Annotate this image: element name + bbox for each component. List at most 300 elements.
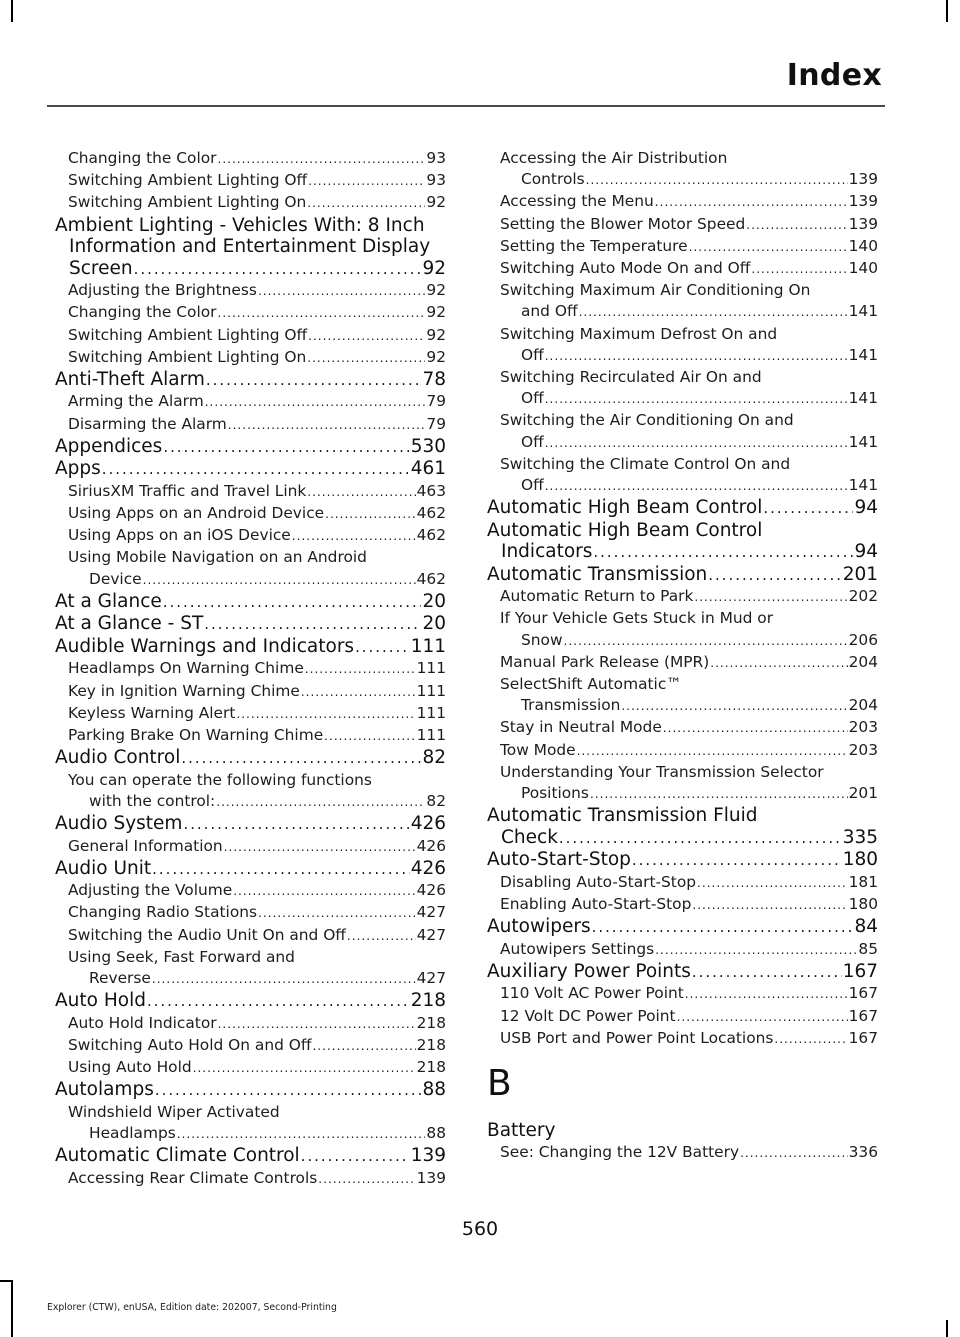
page-ref: 218 <box>416 1058 446 1077</box>
page-ref: 204 <box>848 652 878 671</box>
index-subentry <box>487 191 878 213</box>
page-ref: 167 <box>842 960 878 982</box>
index-entry <box>487 497 878 520</box>
page-ref: 427 <box>416 925 446 944</box>
entry-text: Parking Brake On Warning Chime <box>68 725 324 744</box>
entry-text: Automatic Return to Park <box>500 587 694 606</box>
index-subentry <box>55 791 446 813</box>
index-subentry-line: Windshield Wiper Activated <box>68 1102 280 1121</box>
dot-leader <box>147 991 410 1013</box>
page-ref: 94 <box>854 497 878 519</box>
index-entry <box>487 849 878 872</box>
index-subentry-line: Using Seek, Fast Forward and <box>68 947 295 966</box>
index-entry-line: Automatic High Beam Control <box>487 519 763 541</box>
index-subentry <box>55 925 446 947</box>
index-entry-line: Information and Entertainment Display <box>69 236 431 258</box>
entry-text: Appendices <box>55 435 163 457</box>
dot-leader <box>152 859 410 881</box>
entry-text: Tow Mode <box>500 740 576 759</box>
entry-text: Auto-Start-Stop <box>487 849 631 871</box>
index-entry <box>487 961 878 984</box>
page-ref: 427 <box>416 969 446 988</box>
entry-text: Arming the Alarm <box>68 392 204 411</box>
dot-leader <box>318 1169 415 1190</box>
dot-leader <box>206 370 422 392</box>
index-subentry <box>55 503 446 525</box>
index-subentry-line: SelectShift Automatic™ <box>500 675 682 694</box>
page-ref: 141 <box>848 432 878 451</box>
entry-text: Autolamps <box>55 1079 154 1101</box>
dot-leader <box>216 792 425 813</box>
index-subentry-line: Switching the Climate Control On and <box>500 454 791 473</box>
page-title: Index <box>786 58 882 93</box>
page-ref: 462 <box>416 504 446 523</box>
dot-leader <box>355 637 410 659</box>
index-entry-line: Automatic Transmission Fluid <box>487 805 758 827</box>
index-subentry <box>487 432 878 454</box>
dot-leader <box>217 149 425 170</box>
page-ref: 426 <box>410 857 446 879</box>
entry-text: 12 Volt DC Power Point <box>500 1006 676 1025</box>
dot-leader <box>559 828 842 850</box>
dot-leader <box>632 850 842 872</box>
page-ref: 111 <box>416 703 446 722</box>
index-subentry <box>55 325 446 347</box>
entry-text: Adjusting the Volume <box>68 881 233 900</box>
dot-leader <box>152 969 416 990</box>
dot-leader <box>545 389 848 410</box>
entry-text: Adjusting the Brightness <box>68 281 257 300</box>
index-entry <box>55 258 446 281</box>
dot-leader <box>347 926 416 947</box>
dot-leader <box>181 748 421 770</box>
entry-text: Disabling Auto-Start-Stop <box>500 872 697 891</box>
entry-text: Audio Control <box>55 747 181 769</box>
index-entry <box>55 1145 446 1168</box>
dot-leader <box>163 437 409 459</box>
page-ref: 94 <box>854 541 878 563</box>
index-subentry <box>55 1035 446 1057</box>
dot-leader <box>325 504 415 525</box>
dot-leader <box>292 526 416 547</box>
entry-text: 110 Volt AC Power Point <box>500 984 684 1003</box>
page-ref: 92 <box>422 257 446 279</box>
index-subentry <box>55 1123 446 1145</box>
page-ref: 202 <box>848 587 878 606</box>
index-subentry <box>487 983 878 1005</box>
index-subentry <box>487 939 878 961</box>
dot-leader <box>746 215 847 236</box>
entry-text: Headlamps <box>89 1124 176 1143</box>
entry-text: Using Apps on an Android Device <box>68 504 325 523</box>
page-ref: 167 <box>848 1006 878 1025</box>
dot-leader <box>177 1124 426 1145</box>
index-subentry <box>55 880 446 902</box>
entry-text: Changing the Color <box>68 303 217 322</box>
index-subentry <box>487 214 878 236</box>
dot-leader <box>233 881 415 902</box>
index-subentry <box>487 783 878 805</box>
entry-text: Controls <box>521 170 585 189</box>
page-ref: 92 <box>426 347 446 366</box>
entry-text: Off <box>521 476 544 495</box>
dot-leader <box>774 1029 847 1050</box>
index-subentry-line: Switching Recirculated Air On and <box>500 368 762 387</box>
entry-text: Switching Ambient Lighting On <box>68 193 307 212</box>
entry-text: Changing the Color <box>68 149 217 167</box>
entry-text: Auto Hold <box>55 990 146 1012</box>
page-ref: 88 <box>422 1079 446 1101</box>
index-subentry <box>487 717 878 739</box>
entry-text: SiriusXM Traffic and Travel Link <box>68 481 307 500</box>
index-entry <box>55 636 446 659</box>
index-heading: Battery <box>487 1120 556 1141</box>
index-entry <box>487 916 878 939</box>
page-ref: 88 <box>426 1124 446 1143</box>
dot-leader <box>258 281 425 302</box>
page-ref: 20 <box>422 613 446 635</box>
index-subentry <box>55 569 446 591</box>
entry-text: Off <box>521 432 544 451</box>
index-subentry <box>487 258 878 280</box>
entry-text: Switching Auto Hold On and Off <box>68 1035 312 1054</box>
index-subentry <box>55 681 446 703</box>
page-ref: 79 <box>426 392 446 411</box>
entry-text: Changing Radio Stations <box>68 903 258 922</box>
section-letter: B <box>487 1063 512 1104</box>
crop-mark-top-right <box>946 0 948 22</box>
page-ref: 139 <box>848 214 878 233</box>
dot-leader <box>763 498 853 520</box>
dot-leader <box>312 1036 415 1057</box>
index-entry <box>55 858 446 881</box>
page-ref: 84 <box>854 916 878 938</box>
dot-leader <box>301 682 416 703</box>
crop-mark-top-left <box>11 0 13 22</box>
index-subentry-line: If Your Vehicle Gets Stuck in Mud or <box>500 609 774 628</box>
index-subentry <box>487 740 878 762</box>
entry-text: Indicators <box>501 541 593 563</box>
index-subentry <box>487 345 878 367</box>
page-ref: 141 <box>848 345 878 364</box>
page-ref: 335 <box>842 826 878 848</box>
index-subentry <box>487 652 878 674</box>
index-subentry-line: Switching Maximum Defrost On and <box>500 324 778 343</box>
index-entry <box>487 541 878 564</box>
page-ref: 141 <box>848 302 878 321</box>
dot-leader <box>134 259 422 281</box>
entry-text: Disarming the Alarm <box>68 414 227 433</box>
entry-text: Off <box>521 345 544 364</box>
index-entry <box>55 1079 446 1102</box>
entry-text: Using Apps on an iOS Device <box>68 526 291 545</box>
page-ref: 139 <box>848 170 878 189</box>
page-ref: 78 <box>422 368 446 390</box>
index-subentry <box>55 148 446 170</box>
dot-leader <box>228 415 426 436</box>
page-ref: 140 <box>848 259 878 278</box>
index-entry <box>487 564 878 587</box>
entry-text: and Off <box>521 302 578 321</box>
index-subentry <box>55 703 446 725</box>
page-ref: 139 <box>848 192 878 211</box>
entry-text: Apps <box>55 458 101 480</box>
entry-text: Audio System <box>55 813 183 835</box>
page-ref: 426 <box>416 836 446 855</box>
page-ref: 181 <box>848 872 878 891</box>
index-subentry <box>487 872 878 894</box>
dot-leader <box>593 542 853 564</box>
dot-leader <box>102 459 410 481</box>
entry-text: Transmission <box>521 696 621 715</box>
index-subentry <box>55 1168 446 1190</box>
entry-text: See: Changing the 12V Battery <box>500 1142 740 1161</box>
page-ref: 180 <box>848 894 878 913</box>
page-ref: 336 <box>848 1142 878 1161</box>
dot-leader <box>307 482 415 503</box>
page-ref: 111 <box>410 635 446 657</box>
dot-leader <box>655 940 857 961</box>
entry-text: Audio Unit <box>55 857 152 879</box>
entry-text: Automatic Climate Control <box>55 1145 300 1167</box>
page-ref: 85 <box>858 939 878 958</box>
page-ref: 111 <box>416 659 446 678</box>
page-ref: 139 <box>410 1145 446 1167</box>
dot-leader <box>205 392 426 413</box>
dot-leader <box>143 570 416 591</box>
crop-mark-bottom-left-h <box>0 1280 13 1282</box>
index-subentry <box>55 725 446 747</box>
dot-leader <box>692 962 842 984</box>
dot-leader <box>308 326 425 347</box>
dot-leader <box>217 303 425 324</box>
page-ref: 92 <box>426 281 446 300</box>
page-ref: 203 <box>848 718 878 737</box>
page-ref: 140 <box>848 236 878 255</box>
entry-text: Device <box>89 569 142 588</box>
index-entry <box>55 436 446 459</box>
dot-leader <box>545 476 848 497</box>
crop-mark-bottom-left <box>11 1280 13 1337</box>
entry-text: Setting the Blower Motor Speed <box>500 214 746 233</box>
index-subentry <box>55 481 446 503</box>
dot-leader <box>258 903 416 924</box>
page-ref: 141 <box>848 389 878 408</box>
dot-leader <box>564 631 848 652</box>
entry-text: Automatic Transmission <box>487 563 708 585</box>
index-entry <box>55 990 446 1013</box>
entry-text: Switching the Audio Unit On and Off <box>68 925 346 944</box>
dot-leader <box>740 1143 848 1164</box>
index-subentry <box>55 1057 446 1079</box>
index-subentry <box>55 902 446 924</box>
index-subentry <box>487 388 878 410</box>
page-ref: 79 <box>426 414 446 433</box>
entry-text: Switching Auto Mode On and Off <box>500 259 751 278</box>
dot-leader <box>204 614 421 636</box>
dot-leader <box>155 1080 422 1102</box>
dot-leader <box>692 895 847 916</box>
page-ref: 201 <box>842 563 878 585</box>
dot-leader <box>710 653 847 674</box>
page-ref: 463 <box>416 481 446 500</box>
page-ref: 92 <box>426 325 446 344</box>
entry-text: USB Port and Power Point Locations <box>500 1028 774 1047</box>
page-ref: 462 <box>416 526 446 545</box>
entry-text: General Information <box>68 836 223 855</box>
index-subentry <box>55 192 446 214</box>
dot-leader <box>301 1146 410 1168</box>
entry-text: Manual Park Release (MPR) <box>500 652 710 671</box>
entry-text: Headlamps On Warning Chime <box>68 659 304 678</box>
index-subentry-line: Switching Maximum Air Conditioning On <box>500 281 811 300</box>
dot-leader <box>224 837 416 858</box>
dot-leader <box>663 718 848 739</box>
index-subentry <box>55 1013 446 1035</box>
dot-leader <box>183 814 409 836</box>
page-ref: 218 <box>416 1035 446 1054</box>
index-entry <box>55 591 446 614</box>
dot-leader <box>621 696 847 717</box>
page-ref: 530 <box>410 435 446 457</box>
dot-leader <box>307 348 425 369</box>
dot-leader <box>163 592 422 614</box>
entry-text: Reverse <box>89 969 151 988</box>
index-subentry <box>55 302 446 324</box>
index-subentry <box>487 1028 878 1050</box>
entry-text: Keyless Warning Alert <box>68 703 236 722</box>
page-ref: 93 <box>426 149 446 167</box>
index-subentry-line: Switching the Air Conditioning On and <box>500 411 794 430</box>
dot-leader <box>193 1058 416 1079</box>
page-ref: 111 <box>416 725 446 744</box>
page-ref: 111 <box>416 681 446 700</box>
entry-text: At a Glance - ST <box>55 613 204 635</box>
index-subentry <box>487 169 878 191</box>
dot-leader <box>590 784 848 805</box>
entry-text: Screen <box>69 257 133 279</box>
edition-footer: Explorer (CTW), enUSA, Edition date: 202007, Second-Printing <box>47 1302 337 1313</box>
entry-text: Auto Hold Indicator <box>68 1013 217 1032</box>
dot-leader <box>305 659 416 680</box>
dot-leader <box>218 1014 416 1035</box>
index-subentry <box>487 586 878 608</box>
dot-leader <box>308 171 425 192</box>
page-ref: 167 <box>848 1028 878 1047</box>
entry-text: Switching Ambient Lighting On <box>68 347 307 366</box>
page-ref: 167 <box>848 984 878 1003</box>
index-column-right <box>487 148 878 1164</box>
entry-text: At a Glance <box>55 590 162 612</box>
index-subentry <box>487 1006 878 1028</box>
index-subentry <box>487 894 878 916</box>
index-subentry-line: Accessing the Air Distribution <box>500 149 728 167</box>
page-ref: 139 <box>416 1168 446 1187</box>
entry-text: with the control: <box>89 791 216 810</box>
index-subentry <box>487 630 878 652</box>
dot-leader <box>545 346 848 367</box>
entry-text: Accessing Rear Climate Controls <box>68 1168 318 1187</box>
dot-leader <box>685 984 848 1005</box>
entry-text: Off <box>521 389 544 408</box>
page-ref: 20 <box>422 590 446 612</box>
dot-leader <box>324 726 415 747</box>
entry-text: Key in Ignition Warning Chime <box>68 681 300 700</box>
index-subentry <box>55 347 446 369</box>
dot-leader <box>586 170 848 191</box>
entry-text: Switching Ambient Lighting Off <box>68 171 308 190</box>
dot-leader <box>579 302 848 323</box>
page-ref: 92 <box>426 193 446 212</box>
entry-text: Setting the Temperature <box>500 236 688 255</box>
index-entry <box>55 613 446 636</box>
page-ref: 93 <box>426 171 446 190</box>
page-ref: 82 <box>422 747 446 769</box>
crop-mark-bottom-right <box>946 1320 948 1337</box>
header-divider <box>47 105 885 107</box>
entry-text: Autowipers <box>487 916 591 938</box>
index-entry <box>55 458 446 481</box>
dot-leader <box>577 741 848 762</box>
entry-text: Stay in Neutral Mode <box>500 718 662 737</box>
entry-text: Automatic High Beam Control <box>487 497 763 519</box>
page-ref: 218 <box>410 990 446 1012</box>
index-entry <box>55 747 446 770</box>
index-subentry <box>55 391 446 413</box>
entry-text: Auxiliary Power Points <box>487 960 691 982</box>
entry-text: Using Auto Hold <box>68 1058 192 1077</box>
entry-text: Check <box>501 826 558 848</box>
entry-text: Switching Ambient Lighting Off <box>68 325 308 344</box>
entry-text: Snow <box>521 630 563 649</box>
dot-leader <box>655 192 848 213</box>
dot-leader <box>751 259 847 280</box>
entry-text: Audible Warnings and Indicators <box>55 635 355 657</box>
index-subentry <box>55 836 446 858</box>
index-subentry <box>487 1142 878 1164</box>
dot-leader <box>694 587 847 608</box>
index-subentry-line: You can operate the following functions <box>68 770 372 789</box>
dot-leader <box>689 237 848 258</box>
page-ref: 180 <box>842 849 878 871</box>
dot-leader <box>677 1007 848 1028</box>
page-ref: 82 <box>426 791 446 810</box>
page-ref: 427 <box>416 903 446 922</box>
index-subentry-line: Understanding Your Transmission Selector <box>500 762 824 781</box>
entry-text: Positions <box>521 784 589 803</box>
page-ref: 201 <box>848 784 878 803</box>
page-ref: 204 <box>848 696 878 715</box>
dot-leader <box>708 565 841 587</box>
index-subentry <box>487 695 878 717</box>
entry-text: Accessing the Menu <box>500 192 654 211</box>
index-subentry <box>55 280 446 302</box>
index-entry <box>487 827 878 850</box>
page-ref: 92 <box>426 303 446 322</box>
entry-text: Autowipers Settings <box>500 939 655 958</box>
page-ref: 426 <box>410 813 446 835</box>
dot-leader <box>592 917 854 939</box>
index-subentry <box>55 968 446 990</box>
dot-leader <box>236 704 415 725</box>
index-subentry <box>487 236 878 258</box>
page-ref: 218 <box>416 1013 446 1032</box>
index-subentry <box>487 475 878 497</box>
dot-leader <box>697 873 848 894</box>
index-subentry <box>55 170 446 192</box>
index-entry <box>55 369 446 392</box>
index-subentry-line: Using Mobile Navigation on an Android <box>68 548 367 567</box>
